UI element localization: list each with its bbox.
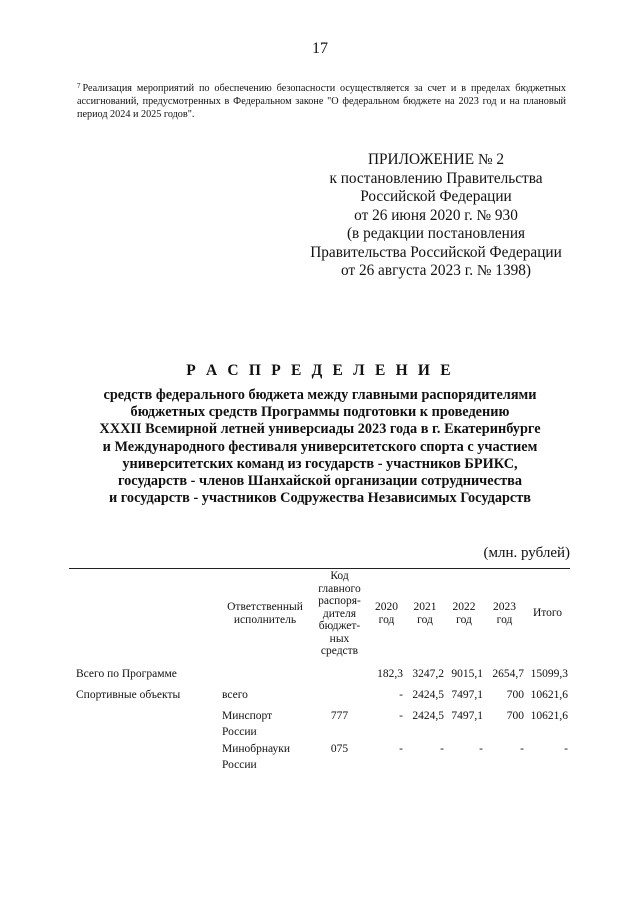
subtitle-line: средств федерального бюджета между главными распорядителями xyxy=(103,387,537,403)
subtitle-line: и государств - участников Содружества Независимых Государств xyxy=(108,490,532,507)
column-header-line: ных xyxy=(329,632,350,645)
appendix-line: Российской Федерации xyxy=(360,188,512,205)
cell-line: Минспорт xyxy=(222,710,273,722)
subtitle-line: бюджетных средств Программы подготовки к проведению xyxy=(130,404,510,421)
table-cell-y2022: 7497,1 xyxy=(451,689,483,701)
cell-line: России xyxy=(222,759,257,771)
column-header-line: год xyxy=(378,613,395,626)
column-header-line: дителя xyxy=(322,607,357,620)
column-header-line: год xyxy=(496,613,513,626)
column-header-y2020 xyxy=(370,601,403,626)
table-cell-name: Всего по Программе xyxy=(76,668,177,680)
page-number: 17 xyxy=(312,40,328,57)
column-header-line: год xyxy=(456,613,472,626)
column-header-line: Ответственный xyxy=(227,601,303,613)
subtitle-line: XXXII Всемирной летней универсиады 2023 года в г. Екатеринбурге xyxy=(99,421,541,438)
units-label: (млн. рублей) xyxy=(483,545,570,561)
column-header-line: средств xyxy=(320,645,359,657)
column-header-line: распоря- xyxy=(318,595,361,607)
appendix-line: Правительства Российской Федерации xyxy=(310,243,562,261)
column-header-total xyxy=(527,607,568,620)
table-cell-y2021: - xyxy=(440,743,444,755)
column-header-line: 2021 xyxy=(413,601,437,613)
table-cell-total: - xyxy=(564,743,568,755)
column-header-line: 2020 xyxy=(375,601,398,613)
cell-line: России xyxy=(222,726,257,738)
table-cell-y2023: 700 xyxy=(506,689,524,701)
column-header-line: Итого xyxy=(532,607,563,619)
table-cell-y2023: 2654,7 xyxy=(492,668,524,680)
table-cell-executor xyxy=(222,708,308,740)
column-header-line: Код xyxy=(330,570,349,582)
column-header-line: 2023 xyxy=(493,601,516,613)
column-header-code xyxy=(312,570,367,658)
subtitle-line: государств - членов Шанхайской организации сотрудничества xyxy=(118,473,522,490)
table-cell-y2023: - xyxy=(520,743,524,755)
table-cell-y2021: 2424,5 xyxy=(412,689,444,701)
appendix-block xyxy=(296,151,576,281)
column-header-executor xyxy=(222,601,308,626)
table-cell-total: 10621,6 xyxy=(530,689,568,701)
table-cell-total: 15099,3 xyxy=(530,668,568,680)
table-cell-executor xyxy=(222,687,308,703)
table-cell-code: 075 xyxy=(330,743,349,755)
table-top-rule xyxy=(69,568,570,569)
appendix-line: от 26 июня 2020 г. № 930 xyxy=(354,206,518,224)
table-cell-y2022: 7497,1 xyxy=(451,710,483,722)
table-cell-y2020: - xyxy=(399,743,403,755)
table-cell-y2022: - xyxy=(479,743,483,755)
column-header-line: главного xyxy=(318,582,361,595)
table-cell-executor xyxy=(222,741,308,773)
table-cell-y2022: 9015,1 xyxy=(451,668,483,680)
cell-line: Минобрнауки xyxy=(222,743,291,755)
table-cell-y2020: - xyxy=(399,710,403,722)
document-heading: Р А С П Р Е Д Е Л Е Н И Е xyxy=(186,362,454,379)
footnote-marker: 7 xyxy=(77,82,81,90)
column-header-line: исполнитель xyxy=(233,613,297,626)
table-cell-name: Спортивные объекты xyxy=(76,689,181,701)
footnote xyxy=(77,80,566,121)
table-cell-y2023: 700 xyxy=(506,710,524,722)
column-header-line: год xyxy=(417,613,433,626)
column-header-y2022 xyxy=(445,601,483,626)
column-header-line: 2022 xyxy=(452,601,476,613)
column-header-y2023 xyxy=(485,601,524,626)
table-cell-y2020: - xyxy=(399,689,403,701)
column-header-line: бюджет- xyxy=(318,620,361,632)
table-cell-y2020: 182,3 xyxy=(377,668,403,680)
table-cell-y2021: 3247,2 xyxy=(412,668,444,680)
appendix-line: от 26 августа 2023 г. № 1398) xyxy=(340,262,531,279)
appendix-line: к постановлению Правительства xyxy=(329,169,543,187)
subtitle-line: и Международного фестиваля университетского спорта с участием xyxy=(102,438,538,455)
cell-line: всего xyxy=(222,689,248,701)
column-header-y2021 xyxy=(406,601,444,626)
subtitle-line: университетских команд из государств - участников БРИКС, xyxy=(122,455,518,472)
table-cell-total: 10621,6 xyxy=(530,710,568,722)
appendix-line: (в редакции постановления xyxy=(346,225,526,242)
table-cell-y2021: 2424,5 xyxy=(412,710,444,722)
appendix-line: ПРИЛОЖЕНИЕ № 2 xyxy=(367,151,505,168)
document-subtitle xyxy=(60,387,580,507)
table-cell-code: 777 xyxy=(330,710,349,722)
footnote-text: Реализация мероприятий по обеспечению безопасности осуществляется за счет и в пределах бюджетных ассигнований, предусмотренных в Федеральном законе "О федеральном бюджете на 2023 год и на плановый период 2024 и 2025 годов". xyxy=(77,83,566,120)
